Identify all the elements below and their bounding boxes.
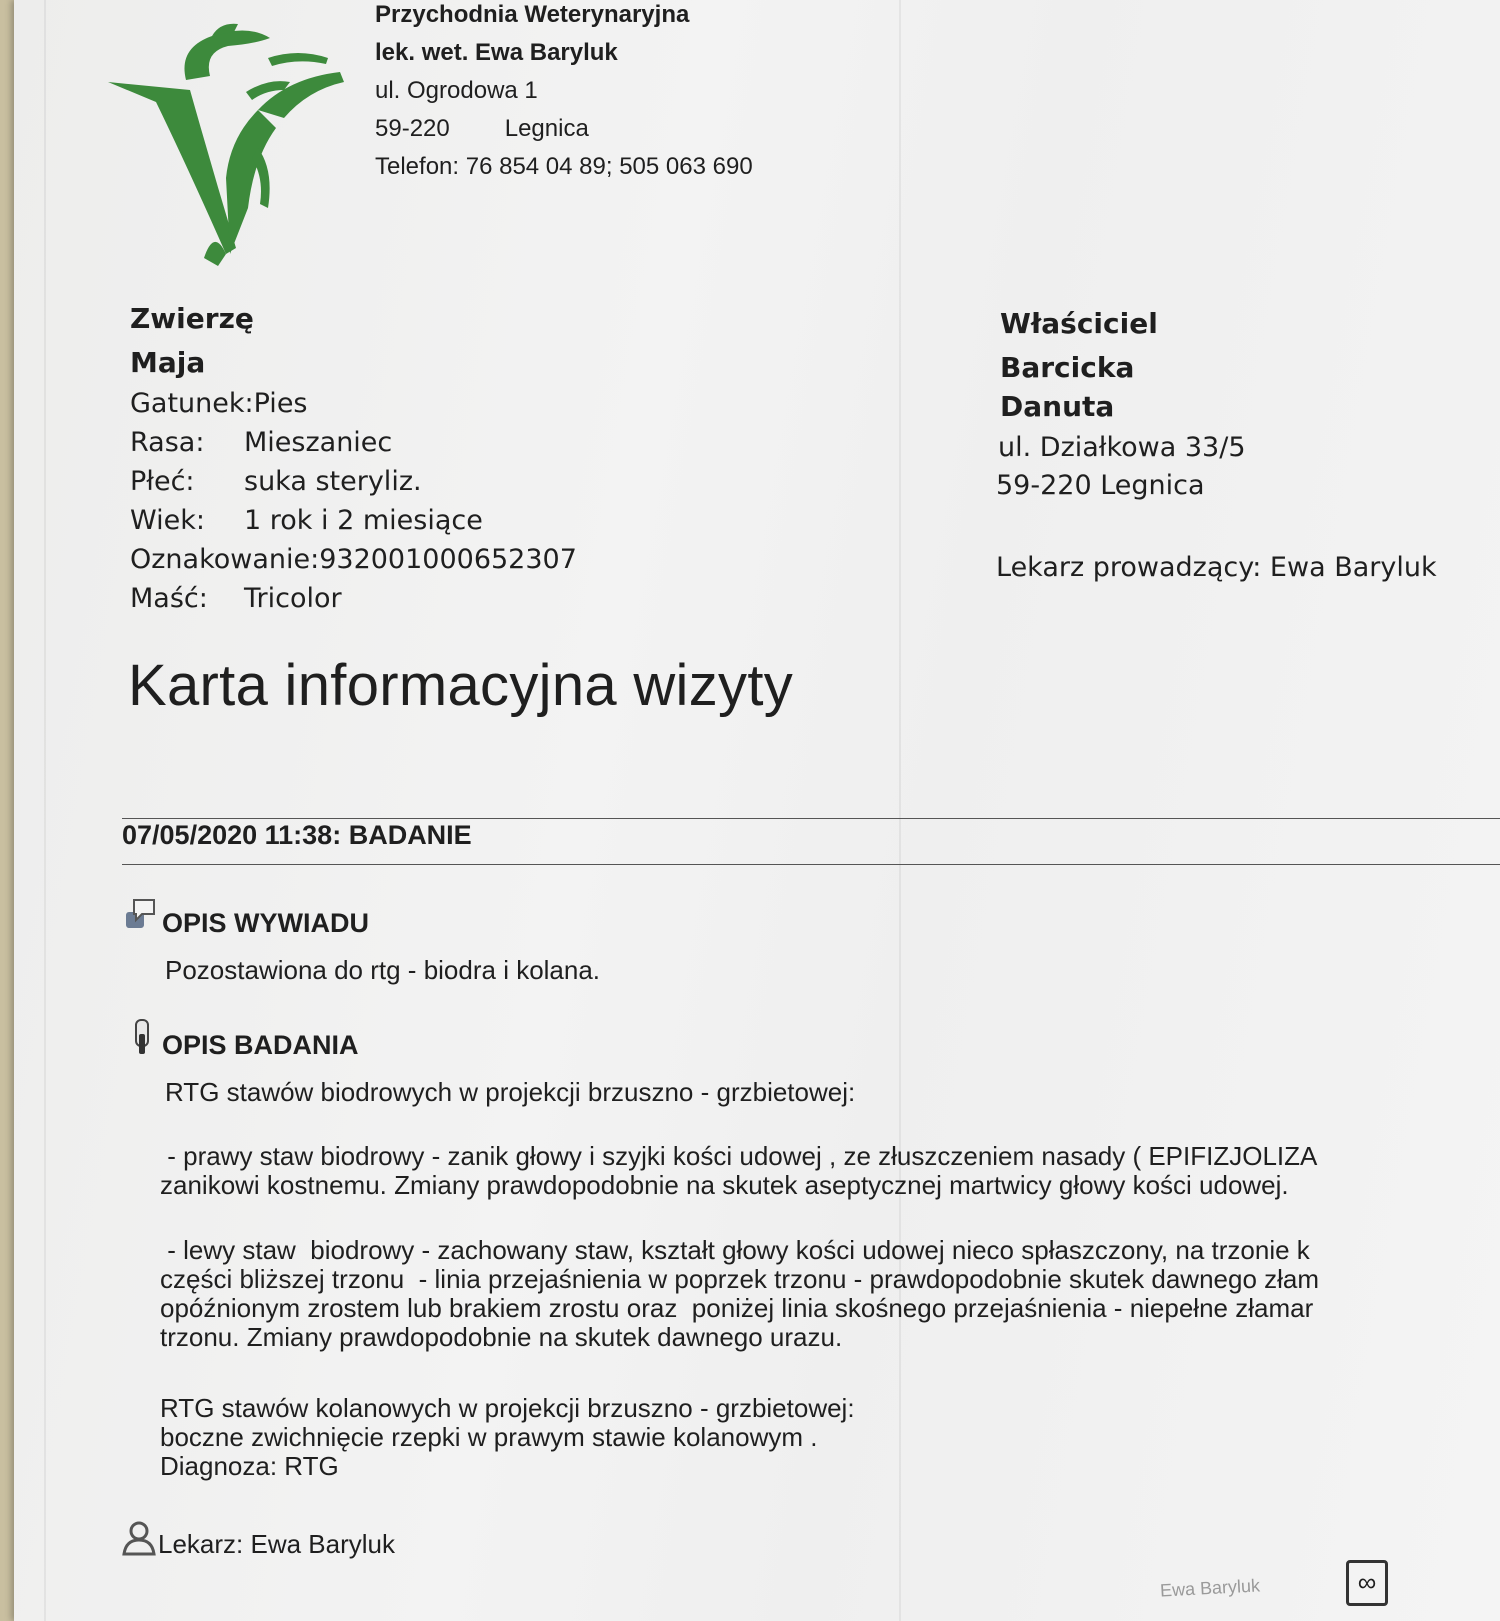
owner-heading: Właściciel (1000, 307, 1158, 340)
visit-header: 07/05/2020 11:38: BADANIE (122, 820, 472, 850)
breed-label: Rasa: (130, 427, 205, 458)
document-title: Karta informacyjna wizyty (128, 653, 794, 718)
owner-city: 59-220 Legnica (996, 470, 1205, 501)
animal-details (130, 384, 577, 618)
age-value: 1 rok i 2 miesiące (244, 505, 483, 536)
sex-value: suka steryliz. (244, 466, 422, 497)
age-label: Wiek: (130, 505, 205, 536)
clinic-city-line (375, 110, 753, 148)
exam-icon (130, 1018, 154, 1058)
clinic-logo-icon (108, 18, 353, 268)
clinic-postal-code: 59-220 (375, 115, 450, 142)
animal-name: Maja (130, 346, 206, 379)
exam-intro: RTG stawów biodrowych w projekcji brzuszno - grzbietowej: (165, 1077, 856, 1107)
doctor-icon (120, 1520, 158, 1558)
attending-doctor: Lekarz prowadzący: Ewa Baryluk (996, 552, 1437, 583)
animal-species: Gatunek:Pies (130, 388, 308, 419)
interview-icon (122, 896, 158, 932)
divider-top (122, 818, 1500, 819)
paper-fold (44, 0, 46, 1621)
animal-age-row (130, 501, 577, 540)
clinic-doctor: lek. wet. Ewa Baryluk (375, 39, 618, 66)
corner-mark-icon: ∞ (1346, 1560, 1388, 1606)
animal-breed-row (130, 423, 577, 462)
sex-label: Płeć: (130, 466, 195, 497)
exam-left-hip: - lewy staw biodrowy - zachowany staw, kształt głowy kości udowej nieco spłaszczony, na trzonie k części bliższej trzonu - linia przejaśnienia w poprzek trzonu - prawdopodobnie skutek dawnego złam opóźnionym zrostem lub brakiem zrostu oraz poniżej linia skośnego przejaśnienia - niepełne złamar trzonu. Zmiany prawdopodobnie na skutek dawnego urazu. (160, 1236, 1320, 1352)
color-label: Maść: (130, 583, 208, 614)
clinic-street: ul. Ogrodowa 1 (375, 77, 538, 104)
doctor-line: Lekarz: Ewa Baryluk (158, 1529, 395, 1559)
owner-surname: Barcicka (1000, 351, 1135, 384)
history-heading: OPIS WYWIADU (162, 908, 369, 938)
owner-street: ul. Działkowa 33/5 (998, 432, 1246, 463)
animal-marking: Oznakowanie:932001000652307 (130, 544, 577, 575)
exam-right-hip: - prawy staw biodrowy - zanik głowy i szyjki kości udowej , ze złuszczeniem nasady ( EPIFIZJOLIZA zanikowi kostnemu. Zmiany prawdopodobnie na skutek aseptycznej martwicy głowy kości udowej. (160, 1142, 1318, 1200)
exam-heading: OPIS BADANIA (162, 1030, 359, 1060)
paper-fold (899, 0, 901, 1621)
owner-first-name: Danuta (1000, 390, 1115, 423)
color-value: Tricolor (244, 583, 342, 614)
animal-sex-row (130, 462, 577, 501)
stamp-text: Ewa Baryluk (1159, 1575, 1261, 1601)
clinic-city: Legnica (504, 115, 589, 142)
exam-knees: RTG stawów kolanowych w projekcji brzuszno - grzbietowej: boczne zwichnięcie rzepki w prawym stawie kolanowym . Diagnoza: RTG (160, 1393, 855, 1481)
clinic-phone: Telefon: 76 854 04 89; 505 063 690 (375, 153, 753, 180)
breed-value: Mieszaniec (244, 427, 393, 458)
animal-color-row (130, 579, 577, 618)
animal-heading: Zwierzę (130, 302, 254, 335)
history-text: Pozostawiona do rtg - biodra i kolana. (165, 955, 601, 985)
clinic-name: Przychodnia Weterynaryjna (375, 1, 690, 28)
divider-bottom (122, 864, 1500, 865)
